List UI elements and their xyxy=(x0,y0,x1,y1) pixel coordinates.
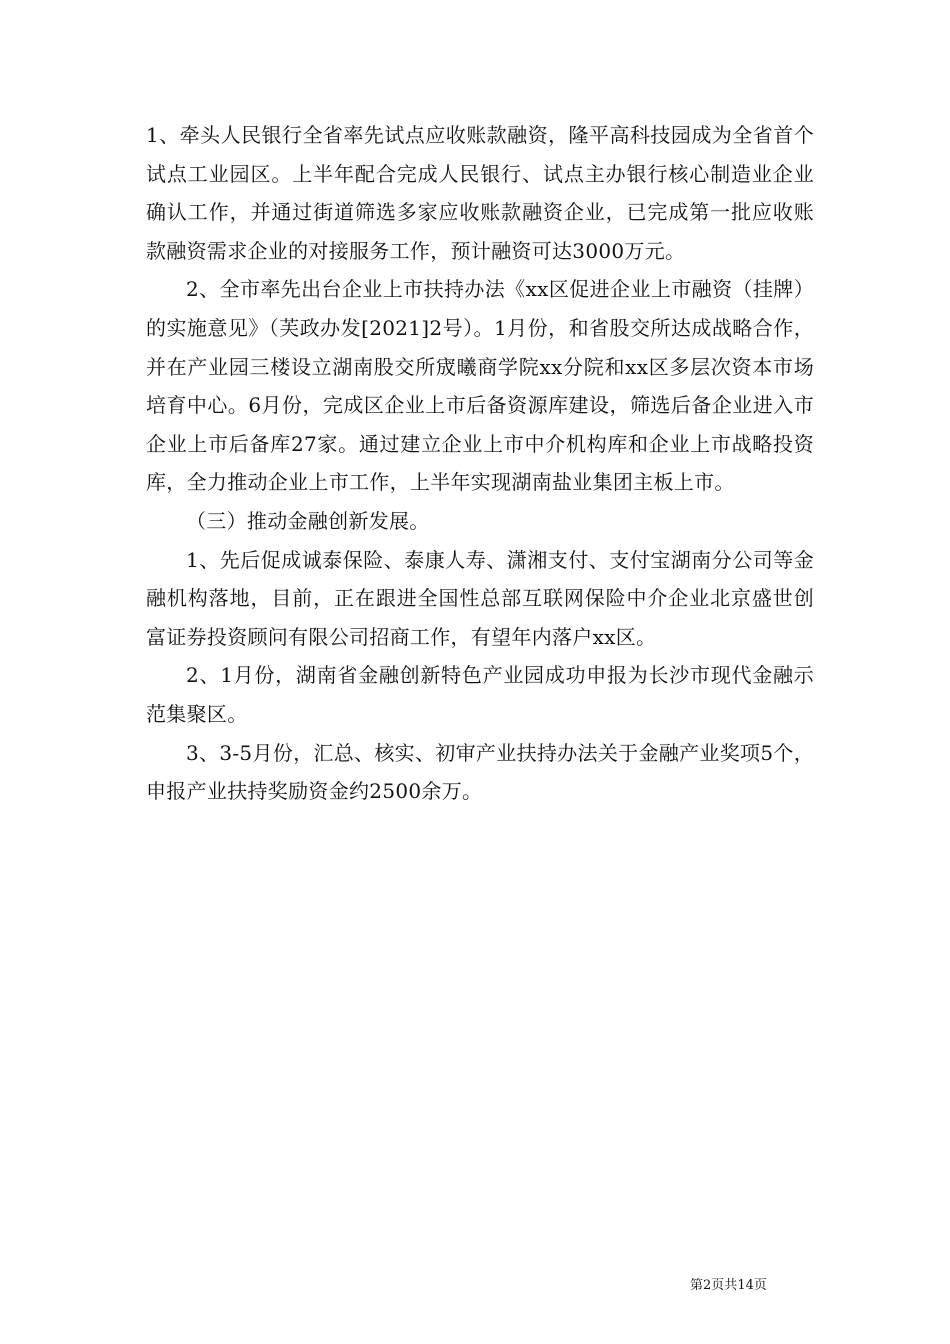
paragraph-industrial-park: 2、1月份，湖南省金融创新特色产业园成功申报为长沙市现代金融示范集聚区。 xyxy=(146,663,814,726)
footer-prefix: 第 xyxy=(690,1278,704,1293)
paragraph-subsidy-awards: 3、3-5月份，汇总、核实、初审产业扶持办法关于金融产业奖项5个，申报产业扶持奖励资金约2500余万。 xyxy=(146,740,814,804)
footer-suffix: 页 xyxy=(753,1278,767,1293)
section-heading-financial-innovation: （三）推动金融创新发展。 xyxy=(186,508,430,533)
document-body xyxy=(146,116,814,811)
paragraph-listing-support: 2、全市率先出台企业上市扶持办法《xx区促进企业上市融资（挂牌）的实施意见》（芙政办发[2021]2号）。1月份，和省股交所达成战略合作，并在产业园三楼设立湖南股交所宬曦商学院xx分院和xx区多层次资本市场培育中心。6月份，完成区企业上市后备资源库建设，筛选后备企业进入市企业上市后备库27家。通过建立企业上市中介机构库和企业上市战略投资库，全力推动企业上市工作，上半年实现湖南盐业集团主板上市。 xyxy=(146,277,814,495)
footer-middle: 页共 xyxy=(711,1278,738,1293)
page-number-footer xyxy=(690,1277,820,1295)
footer-current-page: 2 xyxy=(703,1278,712,1293)
paragraph-receivables-financing: 1、牵头人民银行全省率先试点应收账款融资，隆平高科技园成为全省首个试点工业园区。上半年配合完成人民银行、试点主办银行核心制造业企业确认工作，并通过街道筛选多家应收账款融资企业，已完成第一批应收账款融资需求企业的对接服务工作，预计融资可达3000万元。 xyxy=(146,123,814,263)
footer-total-pages: 14 xyxy=(737,1278,754,1293)
paragraph-institutions-landing: 1、先后促成诚泰保险、泰康人寿、潇湘支付、支付宝湖南分公司等金融机构落地，目前，正在跟进全国性总部互联网保险中介企业北京盛世创富证券投资顾问有限公司招商工作，有望年内落户xx区。 xyxy=(146,547,814,649)
